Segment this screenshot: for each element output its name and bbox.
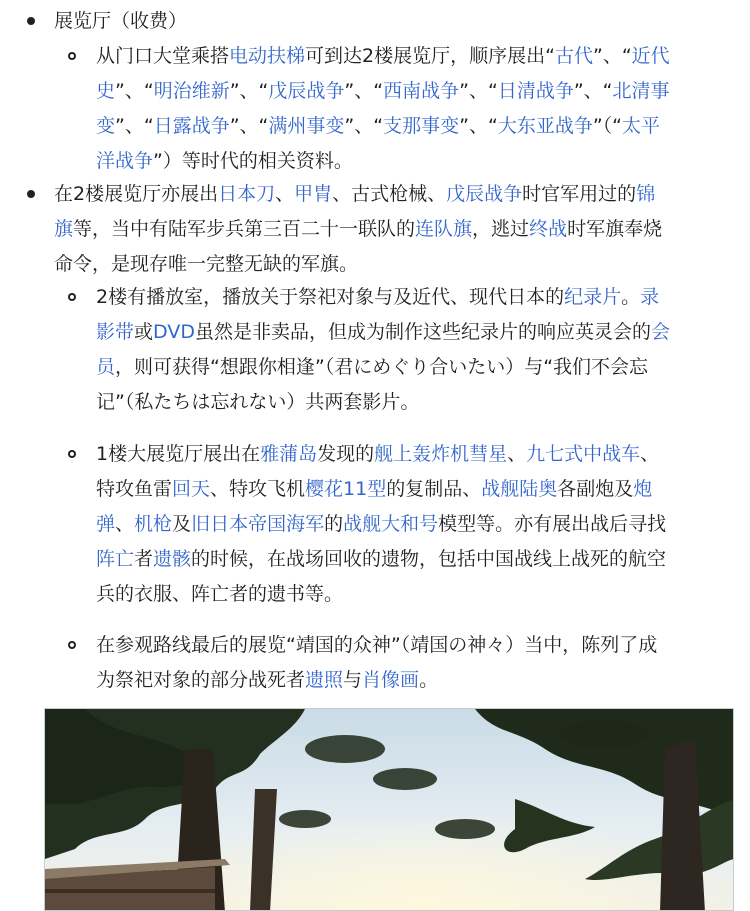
subitem-line — [96, 39, 670, 73]
text-run: 在参观路线最后的展览“靖国的众神”（靖国の神々）当中，陈列了成 — [96, 634, 658, 656]
text-run: 与 — [343, 669, 363, 691]
text-run: 时军旗奉烧 — [567, 218, 663, 240]
text-run: ”、“ — [459, 115, 498, 137]
text-run: 的 — [324, 513, 344, 535]
text-run: 虽然是非卖品，但成为制作这些纪录片的响应英灵会的 — [194, 321, 651, 343]
subitem-line — [96, 507, 666, 541]
wiki-link[interactable]: 旗 — [54, 218, 74, 240]
text-run: ”、“ — [115, 115, 154, 137]
text-run: 展览厅（收费） — [54, 10, 188, 32]
yasukuni-photo[interactable] — [44, 708, 734, 911]
wiki-link[interactable]: 日清战争 — [497, 80, 574, 102]
wiki-link[interactable]: 遗骸 — [153, 548, 192, 570]
subitem-line — [96, 109, 660, 143]
subitem-line — [96, 437, 659, 471]
sublist-bullet — [68, 293, 76, 301]
wiki-link[interactable]: 连队旗 — [415, 218, 473, 240]
text-run: 2楼有播放室，播放关于祭祀对象与及近代、现代日本的 — [96, 286, 565, 308]
wiki-link[interactable]: 明治维新 — [153, 80, 230, 102]
text-run: 。 — [621, 286, 641, 308]
wiki-link[interactable]: 锦 — [636, 183, 656, 205]
text-run: ”、“ — [229, 80, 269, 102]
text-run: 、 — [115, 513, 135, 535]
sublist-bullet — [68, 450, 76, 458]
text-run: 、 — [640, 443, 660, 465]
text-run: ”、“ — [229, 115, 269, 137]
text-run: 或 — [134, 321, 154, 343]
wiki-link[interactable]: 戊辰战争 — [268, 80, 345, 102]
wiki-link[interactable]: 西南战争 — [383, 80, 460, 102]
wiki-link[interactable]: 机枪 — [134, 513, 173, 535]
text-run: 发现的 — [317, 443, 375, 465]
wiki-link[interactable]: 满州事变 — [268, 115, 345, 137]
wiki-link[interactable]: DVD — [153, 321, 195, 343]
subitem-line — [96, 472, 652, 506]
text-run: 及 — [172, 513, 192, 535]
text-run: ”、“ — [344, 115, 384, 137]
sublist-bullet — [68, 52, 76, 60]
text-run: ”）等时代的相关资料。 — [153, 150, 353, 172]
list-item-exhibit-hall — [54, 4, 187, 38]
wiki-link[interactable]: 北清事 — [612, 80, 670, 102]
text-run: ”、“ — [592, 45, 632, 67]
text-run: ”、“ — [459, 80, 498, 102]
text-run: 可到达2楼展览厅，顺序展出“ — [305, 45, 555, 67]
wiki-link[interactable]: 古代 — [554, 45, 593, 67]
wiki-link[interactable]: 洋战争 — [96, 150, 154, 172]
wiki-link[interactable]: 史 — [96, 80, 116, 102]
wiki-link[interactable]: 变 — [96, 115, 116, 137]
photo-image — [45, 709, 734, 911]
text-run: 1楼大展览厅展出在 — [96, 443, 261, 465]
wiki-link[interactable]: 战舰大和号 — [343, 513, 439, 535]
wiki-link[interactable]: 纪录片 — [564, 286, 622, 308]
text-run: ”、“ — [573, 80, 613, 102]
wiki-link[interactable]: 戊辰战争 — [446, 183, 523, 205]
text-run: ”、“ — [344, 80, 384, 102]
wiki-link[interactable]: 近代 — [631, 45, 670, 67]
wiki-link[interactable]: 支那事变 — [383, 115, 460, 137]
wiki-link[interactable]: 炮 — [633, 478, 653, 500]
wiki-link[interactable]: 雅蒲岛 — [260, 443, 318, 465]
text-run: 。 — [419, 669, 439, 691]
text-run: 的时候，在战场回收的遗物，包括中国战线上战死的航空 — [191, 548, 667, 570]
text-run: 命令，是现存唯一完整无缺的军旗。 — [54, 253, 359, 275]
text-run: 、 — [507, 443, 527, 465]
wiki-link[interactable]: 电动扶梯 — [229, 45, 306, 67]
wiki-link[interactable]: 舰上轰炸机彗星 — [374, 443, 508, 465]
subitem-line — [96, 577, 343, 611]
subitem-line — [96, 663, 438, 697]
wiki-link[interactable]: 战舰陆奥 — [481, 478, 558, 500]
subitem-line — [96, 144, 353, 178]
text-run: 者 — [134, 548, 154, 570]
text-run: 在2楼展览厅亦展出 — [54, 183, 219, 205]
wiki-link[interactable]: 会 — [650, 321, 670, 343]
subitem-line — [96, 385, 419, 419]
wiki-link[interactable]: 肖像画 — [362, 669, 420, 691]
wiki-link[interactable]: 日露战争 — [153, 115, 230, 137]
subitem-line — [96, 315, 670, 349]
text-run: 、古式枪械、 — [332, 183, 447, 205]
text-run: 、特攻飞机 — [210, 478, 306, 500]
subitem-line — [96, 628, 657, 662]
subitem-line — [96, 280, 659, 314]
wiki-link[interactable]: 终战 — [529, 218, 568, 240]
wiki-link[interactable]: 阵亡 — [96, 548, 135, 570]
wiki-link[interactable]: 弹 — [96, 513, 116, 535]
text-run: ”（“ — [592, 115, 623, 137]
sublist-bullet — [68, 641, 76, 649]
text-run: ，则可获得“想跟你相逢”（君にめぐり合いたい）与“我们不会忘 — [115, 356, 649, 378]
list-bullet — [27, 17, 35, 25]
wiki-link[interactable]: 太平 — [622, 115, 661, 137]
list-item-line — [54, 212, 662, 246]
text-run: 为祭祀对象的部分战死者 — [96, 669, 306, 691]
list-item-second-floor — [54, 177, 655, 211]
text-run: 、 — [275, 183, 295, 205]
subitem-line — [96, 350, 648, 384]
text-run: 各副炮及 — [557, 478, 634, 500]
text-run: ，逃过 — [472, 218, 530, 240]
wiki-link[interactable]: 录 — [640, 286, 660, 308]
text-run: 模型等。亦有展出战后寻找 — [438, 513, 667, 535]
wiki-link[interactable]: 九七式中战车 — [526, 443, 641, 465]
list-bullet — [27, 190, 35, 198]
wiki-link[interactable]: 樱花11型 — [305, 478, 387, 500]
text-run: 的复制品、 — [386, 478, 482, 500]
wiki-link[interactable]: 大东亚战争 — [497, 115, 593, 137]
wiki-link[interactable]: 日本刀 — [218, 183, 276, 205]
text-run: 特攻鱼雷 — [96, 478, 173, 500]
wiki-link[interactable]: 甲胄 — [294, 183, 333, 205]
text-run: 兵的衣服、阵亡者的遗书等。 — [96, 583, 344, 605]
list-item-line — [54, 247, 358, 281]
text-run: 从门口大堂乘搭 — [96, 45, 230, 67]
wiki-link[interactable]: 员 — [96, 356, 116, 378]
text-run: 等，当中有陆军步兵第三百二十一联队的 — [73, 218, 416, 240]
subitem-line — [96, 74, 670, 108]
text-run: 记”（私たちは忘れない）共两套影片。 — [96, 391, 420, 413]
wiki-link[interactable]: 影带 — [96, 321, 135, 343]
wiki-link[interactable]: 回天 — [172, 478, 211, 500]
subitem-line — [96, 542, 666, 576]
text-run: ”、“ — [115, 80, 154, 102]
text-run: 时官军用过的 — [522, 183, 637, 205]
wiki-link[interactable]: 旧日本帝国海军 — [191, 513, 325, 535]
wiki-link[interactable]: 遗照 — [305, 669, 344, 691]
